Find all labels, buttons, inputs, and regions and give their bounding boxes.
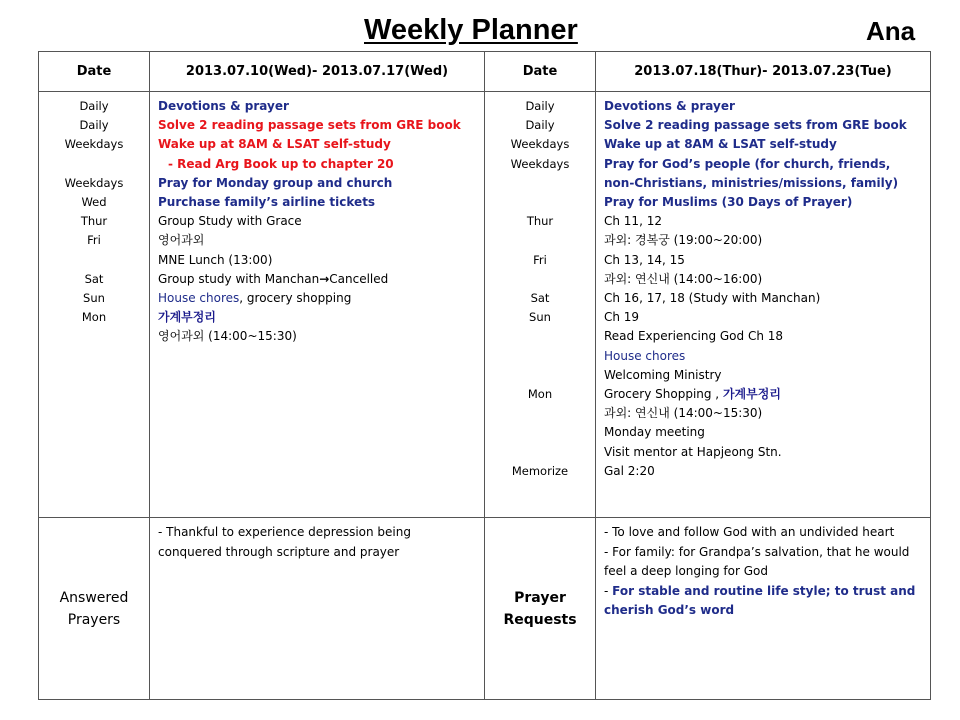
day-label: Mon [81,310,107,325]
entry-text: Group study with Manchan [158,271,320,286]
entry: Solve 2 reading passage sets from GRE book [158,118,461,133]
schedule-row [39,92,931,518]
entry: Gal 2:20 [604,463,655,478]
entry: Purchase family’s airline tickets [158,195,376,210]
day-label: Mon [527,386,553,401]
entry: 영어과외 [158,233,205,248]
day-label [485,404,595,423]
entry: - Read Arg Book up to chapter 20 [168,156,394,171]
entry: Pray for Monday group and church [158,175,393,190]
entry: 과외: 연신내 (14:00~16:00) [604,271,763,286]
entry: 가계부정리 [158,310,216,325]
day-label: Thur [80,214,108,229]
page-title: Weekly Planner [364,14,578,46]
prayer-item: - For family: for Grandpa’s salvation, that he would feel a deep longing for God [604,544,910,578]
entry-text: Grocery Shopping , [604,387,723,402]
entry: Ch 13, 14, 15 [604,252,685,267]
day-label: Daily [79,118,109,133]
entry: Wake up at 8AM & LSAT self-study [604,137,837,152]
entry: 과외: 경복궁 (19:00~20:00) [604,233,763,248]
prayer-text: For stable and routine life style; to trust and cherish God’s word [604,583,916,617]
prayer-dash: - [604,583,613,598]
day-label: Sat [84,271,104,286]
day-label [485,327,595,346]
date-range-week2: 2013.07.18(Thur)- 2013.07.23(Tue) [596,52,931,92]
day-label: Sun [529,310,551,325]
entry: Wake up at 8AM & LSAT self-study [158,137,391,152]
entry: MNE Lunch (13:00) [158,252,273,267]
label-line: Prayers [67,611,121,628]
prayer-item: - Thankful to experience depression being conquered through scripture and prayer [158,525,411,559]
label-line: Prayer [514,589,566,606]
entry: Monday meeting [604,425,705,440]
label-line: Answered [59,589,129,606]
date-range-week1: 2013.07.10(Wed)- 2013.07.17(Wed) [150,52,485,92]
day-label: Sun [83,290,105,305]
entry [158,270,484,289]
day-label [485,270,595,289]
prayer-row [39,518,931,700]
entry: Visit mentor at Hapjeong Stn. [604,444,782,459]
day-label: Fri [87,233,101,248]
entry: Ch 11, 12 [604,214,662,229]
week2-entries [596,92,931,518]
entry: Devotions & prayer [158,99,289,113]
day-label: Daily [79,99,109,113]
day-label: Weekdays [510,137,570,152]
entry: Devotions & prayer [604,99,735,113]
prayer-item: - To love and follow God with an undivided heart [604,525,895,539]
entry-text: Cancelled [329,271,389,286]
day-label [485,193,595,212]
day-label [485,366,595,385]
date-label-week2: Date [485,52,596,92]
date-label-week1: Date [39,52,150,92]
entry: Read Experiencing God Ch 18 [604,329,784,344]
entry [604,385,930,404]
week2-days [485,92,596,518]
entry: Group Study with Grace [158,214,302,229]
day-label [485,442,595,461]
entry: non-Christians, ministries/missions, family) [604,175,899,190]
entry: Welcoming Ministry [604,367,722,382]
entry: Pray for Muslims (30 Days of Prayer) [604,195,853,210]
answered-prayers-text [150,518,485,700]
entry-text: , grocery shopping [239,291,352,306]
week1-days [39,92,150,518]
entry-text: House chores [158,291,240,306]
header-row [39,52,931,92]
entry: Pray for God’s people (for church, friends, [604,156,891,171]
day-label [39,155,149,174]
entry: Ch 16, 17, 18 (Study with Manchan) [604,291,821,306]
entry [158,289,484,308]
entry: House chores [604,348,686,363]
day-label: Memorize [511,463,569,478]
arrow-icon: → [319,271,330,286]
day-label: Fri [533,252,547,267]
prayer-requests-text [596,518,931,700]
entry: Ch 19 [604,310,640,325]
day-label: Wed [81,194,107,209]
day-label [485,174,595,193]
prayer-requests-label [485,518,596,700]
week1-entries [150,92,485,518]
day-label: Daily [525,99,555,113]
label-line: Requests [503,611,577,628]
entry-text: 가계부정리 [722,387,781,402]
day-label: Sat [530,290,550,305]
day-label: Weekdays [64,137,124,152]
day-label: Weekdays [510,156,570,171]
day-label [39,251,149,270]
day-label [485,423,595,442]
answered-prayers-label [39,518,150,700]
day-label: Thur [526,214,554,229]
owner-name: Ana [866,16,916,46]
day-label: Weekdays [64,175,124,190]
prayer-item [604,582,922,621]
planner-table [38,51,931,700]
day-label: Daily [525,118,555,133]
entry: Solve 2 reading passage sets from GRE book [604,118,907,133]
day-label [485,346,595,365]
day-label [485,231,595,250]
entry: 영어과외 (14:00~15:30) [158,329,297,344]
entry: 과외: 연신내 (14:00~15:30) [604,406,763,421]
